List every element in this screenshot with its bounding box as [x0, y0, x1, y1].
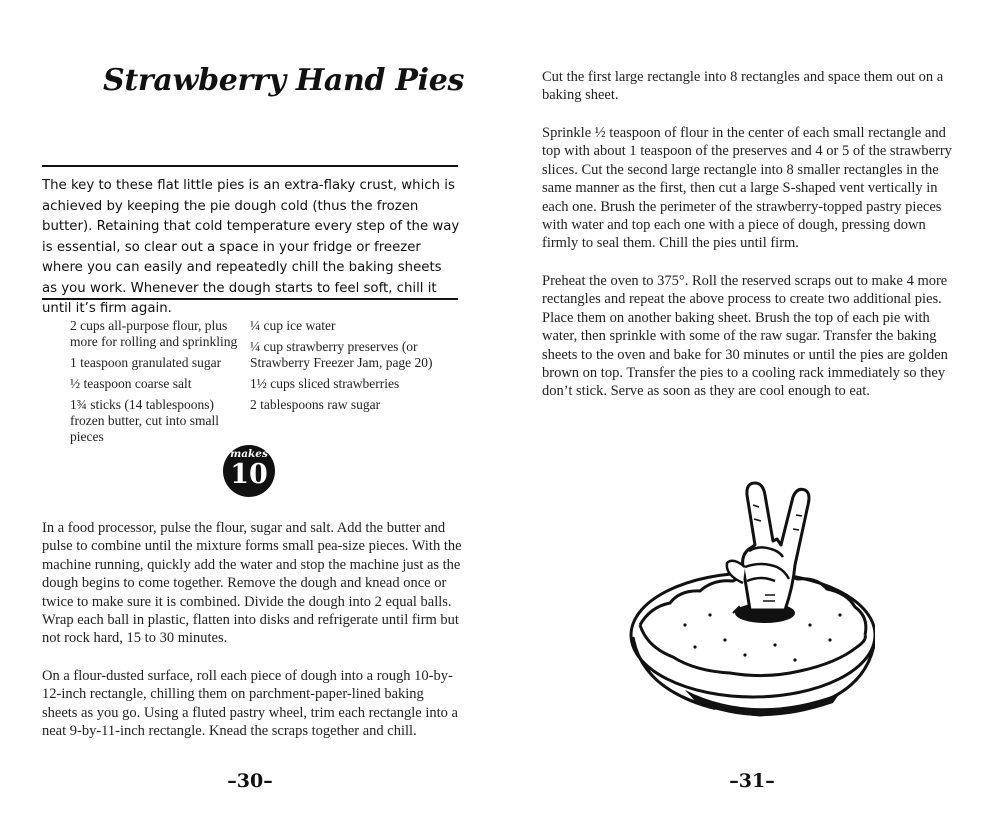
recipe-title: Strawberry Hand Pies: [103, 63, 465, 98]
yield-label: makes: [230, 448, 268, 460]
right-page: [500, 0, 1000, 833]
ingredient-item: 1¾ sticks (14 tablespoons) frozen butter, cut into small pieces: [70, 397, 220, 444]
ingredient-item: 1 teaspoon granulated sugar: [70, 355, 222, 370]
method-paragraph: Cut the first large rectangle into 8 rectangles and space them out on a baking sheet.: [542, 69, 944, 104]
method-paragraph: In a food processor, pulse the flour, sugar and salt. Add the butter and pulse to combine until the mixture forms small pea-size pieces. With the machine running, quickly add the water and stop the machine just as the dough begins to come together. Remove the dough and knead once or twice to make sure it is combined. Divide the dough into 2 equal balls. Wrap each ball in plastic, flatten into disks and refrigerate until firm but not rock hard, 15 to 30 minutes.: [42, 520, 462, 647]
intro-bottom-rule: [42, 298, 458, 300]
intro-top-rule: [42, 165, 458, 167]
ingredients-column-1: [70, 318, 242, 450]
page-number: –31–: [729, 770, 775, 792]
method-paragraph: Preheat the oven to 375°. Roll the reserved scraps out to make 4 more rectangles and repeat the above process to create two additional pies. Place them on another baking sheet. Brush the top of each pie with water, then sprinkle with some of the raw sugar. Transfer the baking sheets to the oven and bake for 30 minutes or until the pies are golden brown on top. Transfer the pies to a cooling rack immediately so they don’t stick. Serve as soon as they are cool enough to eat.: [542, 273, 948, 400]
ingredient-item: ¼ cup ice water: [250, 318, 336, 333]
yield-value: 10: [230, 459, 268, 490]
ingredient-item: 1½ cups sliced strawberries: [250, 376, 400, 391]
pie-with-rock-hand-icon: [625, 475, 875, 725]
ingredients-column-2: [250, 318, 440, 418]
ingredient-item: ½ teaspoon coarse salt: [70, 376, 192, 391]
ingredient-item: 2 cups all-purpose flour, plus more for rolling and sprinkling: [70, 318, 238, 349]
page-number: –30–: [227, 770, 273, 792]
ingredient-item: 2 tablespoons raw sugar: [250, 397, 381, 412]
ingredient-item: ¼ cup strawberry preserves (or Strawberry Freezer Jam, page 20): [250, 339, 433, 370]
method-paragraph: On a flour-dusted surface, roll each piece of dough into a rough 10-by-12-inch rectangle, chilling them on parchment-paper-lined baking sheets as you go. Using a fluted pastry wheel, trim each rectangle into a neat 9-by-11-inch rectangle. Knead the scraps together and chill.: [42, 668, 458, 740]
yield-badge: [223, 445, 275, 497]
method-paragraph: Sprinkle ½ teaspoon of flour in the center of each small rectangle and top with about 1 teaspoon of the preserves and 4 or 5 of the strawberry slices. Cut the second large rectangle into 8 smaller rectangles in the same manner as the first, then cut a large S-shaped vent vertically in each one. Brush the perimeter of the strawberry-topped pastry pieces with water and top each one with a piece of dough, pressing down firmly to seal them. Chill the pies until firm.: [542, 125, 952, 252]
recipe-intro: The key to these flat little pies is an extra-flaky crust, which is achieved by keeping the pie dough cold (thus the frozen butter). Retaining that cold temperature every step of the way is essential, so clear out a space in your fridge or freezer where you can easily and repeatedly chill the baking sheets as you work. Whenever the dough starts to feel soft, chill it until it’s firm again.: [42, 178, 460, 316]
